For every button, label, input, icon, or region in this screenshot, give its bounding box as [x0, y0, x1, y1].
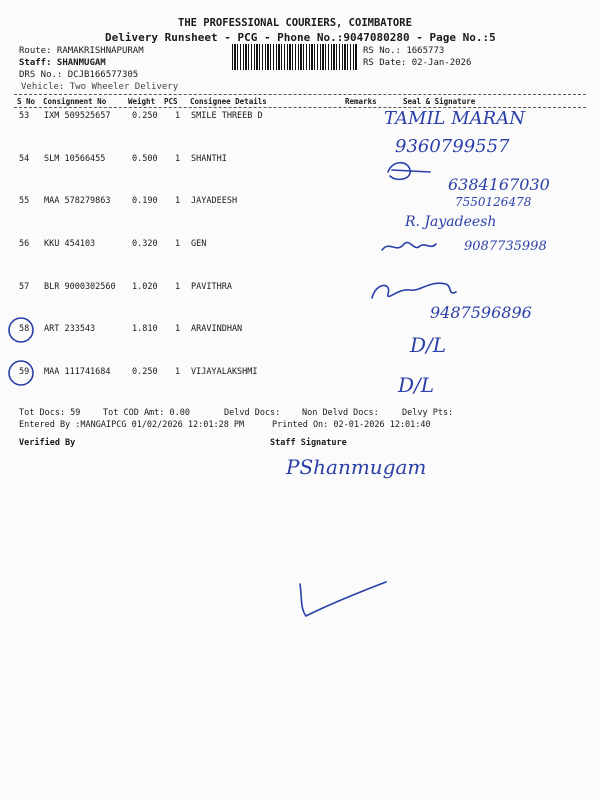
- non-delivered-docs: Non Delvd Docs:: [302, 408, 379, 418]
- row-sno: 56: [19, 239, 30, 249]
- row-consignment: MAA 111741684: [44, 367, 111, 377]
- rs-number: RS No.: 1665773: [363, 46, 445, 56]
- row-consignee: SMILE THREEB D: [191, 111, 263, 121]
- handwritten-phone-57: 9487596896: [430, 303, 532, 322]
- col-seal-signature: Seal & Signature: [403, 97, 476, 106]
- row-pcs: 1: [175, 154, 181, 164]
- printed-on: Printed On: 02-01-2026 12:01:40: [272, 420, 431, 430]
- row-consignee: GEN: [191, 239, 207, 249]
- handwritten-phone-55: 7550126478: [455, 195, 532, 209]
- col-consignee: Consignee Details: [190, 97, 267, 106]
- row-pcs: 1: [175, 282, 181, 292]
- verification-check-mark: [300, 582, 386, 616]
- row-consignee: SHANTHI: [191, 154, 227, 164]
- handwritten-dl-59: D/L: [398, 373, 435, 397]
- verified-by-label: Verified By: [19, 438, 76, 448]
- document-title: THE PROFESSIONAL COURIERS, COIMBATORE: [178, 17, 412, 29]
- handwritten-phone-54: 6384167030: [448, 175, 550, 194]
- staff-label: Staff: SHANMUGAM: [19, 58, 106, 68]
- route-label: Route: RAMAKRISHNAPURAM: [19, 46, 144, 56]
- row-weight: 0.320: [132, 239, 158, 249]
- col-weight: Weight: [128, 97, 156, 106]
- col-sno: S No: [17, 97, 36, 106]
- row-consignment: SLM 10566455: [44, 154, 106, 164]
- row-sno: 55: [19, 196, 30, 206]
- row-consignee: VIJAYALAKSHMI: [191, 367, 258, 377]
- entered-by: Entered By :MANGAIPCG 01/02/2026 12:01:28 PM: [19, 420, 245, 430]
- row-pcs: 1: [175, 111, 181, 121]
- row-consignment: IXM 509525657: [44, 111, 111, 121]
- row-weight: 1.020: [132, 282, 158, 292]
- handwritten-signature-57: [372, 283, 456, 298]
- handwritten-phone-56: 9087735998: [464, 239, 547, 254]
- delivery-points: Delvy Pts:: [402, 408, 454, 418]
- row-weight: 0.250: [132, 111, 158, 121]
- rs-date: RS Date: 02-Jan-2026: [363, 58, 472, 68]
- handwritten-signature-56: [382, 242, 436, 250]
- row-weight: 0.500: [132, 154, 158, 164]
- staff-handwritten-signature: PShanmugam: [286, 455, 427, 479]
- delivered-docs: Delvd Docs:: [224, 408, 281, 418]
- row-pcs: 1: [175, 239, 181, 249]
- row-consignee: PAVITHRA: [191, 282, 232, 292]
- row-weight: 0.250: [132, 367, 158, 377]
- row-weight: 0.190: [132, 196, 158, 206]
- handwritten-phone-53: 9360799557: [395, 136, 510, 157]
- row-sno: 58: [19, 324, 30, 334]
- row-pcs: 1: [175, 196, 181, 206]
- row-consignment: KKU 454103: [44, 239, 96, 249]
- row-consignee: JAYADEESH: [191, 196, 238, 206]
- row-consignment: MAA 578279863: [44, 196, 111, 206]
- staff-signature-label: Staff Signature: [270, 438, 347, 448]
- col-remarks: Remarks: [345, 97, 377, 106]
- row-consignee: ARAVINDHAN: [191, 324, 243, 334]
- handwritten-dl-58: D/L: [410, 333, 447, 357]
- row-weight: 1.810: [132, 324, 158, 334]
- row-consignment: BLR 9000302560: [44, 282, 116, 292]
- total-docs: Tot Docs: 59: [19, 408, 81, 418]
- handwritten-signature-53: TAMIL MARAN: [384, 108, 525, 129]
- handwritten-signature-54: [388, 163, 430, 180]
- total-cod-amount: Tot COD Amt: 0.00: [103, 408, 190, 418]
- row-sno: 53: [19, 111, 30, 121]
- col-pcs: PCS: [164, 97, 178, 106]
- row-pcs: 1: [175, 324, 181, 334]
- document-subtitle: Delivery Runsheet - PCG - Phone No.:9047080280 - Page No.:5: [105, 31, 496, 44]
- vehicle-label: Vehicle: Two Wheeler Delivery: [21, 82, 179, 92]
- row-pcs: 1: [175, 367, 181, 377]
- circle-mark-59: [9, 361, 33, 385]
- col-consignment: Consignment No: [43, 97, 107, 106]
- row-sno: 59: [19, 367, 30, 377]
- drs-label: DRS No.: DCJB166577305: [19, 70, 139, 80]
- row-consignment: ART 233543: [44, 324, 96, 334]
- row-sno: 57: [19, 282, 30, 292]
- circle-mark-58: [9, 318, 33, 342]
- handwritten-signature-55: R. Jayadeesh: [405, 214, 497, 230]
- row-sno: 54: [19, 154, 30, 164]
